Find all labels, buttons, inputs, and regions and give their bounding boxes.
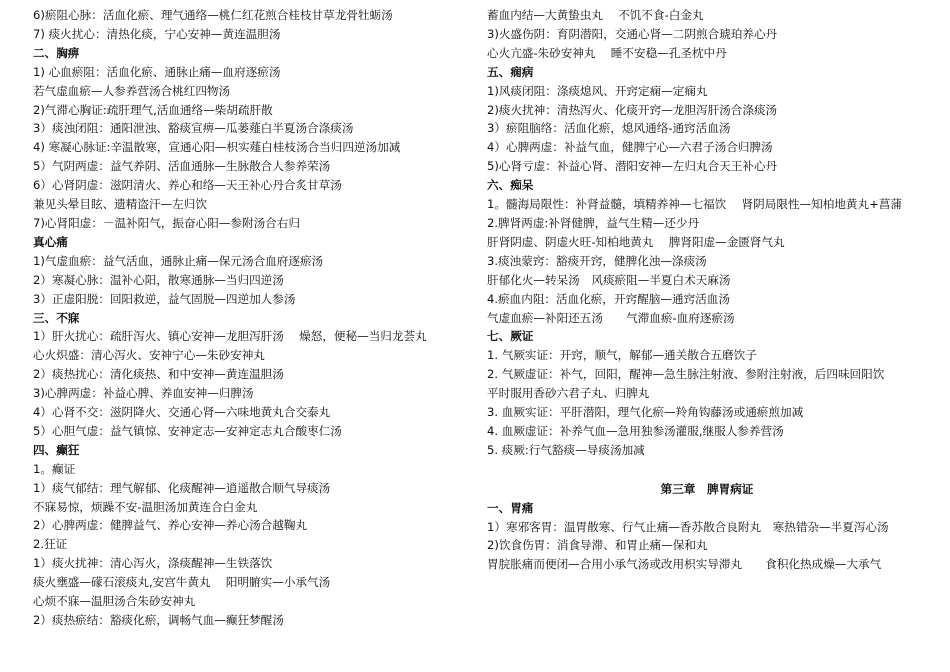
- text-line: 2. 气厥虚证：补气，回阳，醒神—急生脉注射液、参附注射液，后四味回阳饮: [487, 367, 885, 382]
- left-column: [33, 6, 463, 630]
- text-line: 5）气阴两虚：益气养阴、活血通脉—生脉散合人参养荣汤: [33, 159, 331, 174]
- text-line: 4. 血厥虚证：补养气血—急用独参汤灌服,继服人参养营汤: [487, 423, 784, 438]
- text-line: 5)心肾亏虚：补益心肾、潜阳安神—左归丸合天王补心丹: [487, 159, 778, 174]
- text-line: 1)风痰闭阻：涤痰熄风、开窍定痫—定痫丸: [487, 83, 708, 98]
- text-line: 2)饮食伤胃：消食导滞、和胃止痛—保和丸: [487, 538, 708, 553]
- text-line: 痰火壅盛—礞石滚痰丸,安宫牛黄丸 阳明腑实—小承气汤: [33, 575, 331, 590]
- text-line: 1. 气厥实证：开窍，顺气，解郁—通关散合五磨饮子: [487, 348, 757, 363]
- section-heading: 四、癫狂: [33, 442, 80, 457]
- section-heading: 七、厥证: [487, 329, 534, 344]
- text-line: 5）心胆气虚：益气镇惊、安神定志—安神定志丸合酸枣仁汤: [33, 423, 342, 438]
- text-line: 兼见头晕目眩、遗精盗汗—左归饮: [33, 197, 207, 212]
- text-line: 3)火盛伤阴：育阴潜阳，交通心肾—二阴煎合琥珀养心丹: [487, 26, 778, 41]
- text-line: 心火亢盛-朱砂安神丸 睡不安稳—孔圣枕中丹: [487, 45, 727, 60]
- text-line: 气虚血瘀—补阳还五汤 气滞血瘀-血府逐瘀汤: [487, 310, 735, 325]
- text-line: 6）心肾阴虚：滋阴清火、养心和络—天王补心丹合炙甘草汤: [33, 178, 342, 193]
- text-line: 1) 心血瘀阻：活血化瘀、通脉止痛—血府逐瘀汤: [33, 64, 281, 79]
- text-line: 不寐易惊，烦躁不安-温胆汤加黄连合白金丸: [33, 499, 258, 514]
- text-line: 1。髓海局限性：补肾益髓，填精养神—七福饮 肾阴局限性—知柏地黄丸+菖蒲: [487, 197, 902, 212]
- text-line: 3. 血厥实证：平肝潜阳，理气化瘀—羚角钩藤汤或通瘀煎加减: [487, 405, 804, 420]
- text-line: 1。癫证: [33, 461, 76, 476]
- text-line: 2.脾肾两虚:补肾健脾，益气生精—还少丹: [487, 215, 700, 230]
- text-line: 蓄血内结—大黄蛰虫丸 不饥不食-白金丸: [487, 8, 704, 22]
- text-line: 2.狂证: [33, 537, 68, 552]
- text-line: 1）寒邪客胃：温胃散寒、行气止痛—香苏散合良附丸 寒热错杂—半夏泻心汤: [487, 519, 889, 534]
- text-line: 3）正虚阳脱：回阳救逆，益气固脱—四逆加人参汤: [33, 291, 296, 306]
- text-line: 7)心肾阳虚：－温补阳气，振奋心阳—参附汤合右归: [33, 215, 300, 230]
- text-line: 平时服用香砂六君子丸、归脾丸: [487, 386, 650, 401]
- text-line: 4.瘀血内阻：活血化瘀，开窍醒脑—通窍活血汤: [487, 291, 730, 306]
- text-line: 若气虚血瘀—人参养营汤合桃红四物汤: [33, 83, 231, 98]
- section-heading: 真心痛: [33, 234, 68, 249]
- text-line: 4）心肾不交：滋阴降火、交通心肾—六味地黄丸合交泰丸: [33, 405, 331, 420]
- text-line: 肝郁化火—转呆汤 风痰瘀阻—半夏白术天麻汤: [487, 272, 731, 287]
- text-line: 6)瘀阻心脉：活血化瘀、理气通络—桃仁红花煎合桂枝甘草龙骨牡蛎汤: [33, 8, 393, 22]
- text-line: 2)气滞心胸证:疏肝理气,活血通络—柴胡疏肝散: [33, 102, 273, 117]
- text-line: 2）痰热瘀结：豁痰化瘀，调畅气血—癫狂梦醒汤: [33, 613, 284, 627]
- text-line: 1）肝火扰心：疏肝泻火、镇心安神—龙胆泻肝汤 燥怒，便秘—当归龙荟丸: [33, 329, 427, 344]
- section-heading: 一、胃痛: [487, 500, 534, 515]
- text-line: 1）痰气郁结：理气解郁、化痰醒神—逍遥散合顺气导痰汤: [33, 480, 331, 495]
- text-line: 1）痰火扰神：清心泻火，涤痰醒神—生铁落饮: [33, 556, 273, 571]
- text-line: 3）瘀阻脑络：活血化瘀，熄风通络-通窍活血汤: [487, 121, 731, 136]
- text-line: 2）痰热扰心：清化痰热、和中安神—黄连温胆汤: [33, 367, 284, 382]
- section-heading: 二、胸痹: [33, 45, 80, 60]
- text-line: 5. 痰厥:行气豁痰—导痰汤加减: [487, 442, 645, 457]
- section-heading: 三、不寐: [33, 310, 80, 325]
- section-heading: 六、痴呆: [487, 178, 534, 193]
- text-line: 3)心脾两虚：补益心脾、养血安神—归脾汤: [33, 386, 254, 401]
- text-line: 2)痰火扰神：清热泻火、化痰开窍—龙胆泻肝汤合涤痰汤: [487, 102, 778, 117]
- text-line: 4）心脾两虚：补益气血，健脾宁心—六君子汤合归脾汤: [487, 140, 773, 155]
- text-line: 3）痰浊闭阻：通阳泄浊、豁痰宣痹—瓜蒌薤白半夏汤合涤痰汤: [33, 121, 354, 136]
- text-line: 心火炽盛：清心泻火、安神宁心—朱砂安神丸: [33, 348, 265, 363]
- text-line: 4) 寒凝心脉证:辛温散寒，宣通心阳—枳实薤白桂枝汤合当归四逆汤加减: [33, 140, 401, 155]
- text-line: 2）心脾两虚：健脾益气、养心安神—养心汤合越鞠丸: [33, 518, 308, 533]
- text-line: 3.痰浊蒙窍：豁痰开窍，健脾化浊—涤痰汤: [487, 253, 707, 268]
- right-column: [487, 6, 927, 574]
- section-heading: 五、痫病: [487, 64, 534, 79]
- text-line: 肝肾阴虚、阴虚火旺-知柏地黄丸 脾肾阳虚—金匮肾气丸: [487, 234, 785, 249]
- chapter-heading: 第三章 脾胃病证: [660, 481, 754, 496]
- text-line: 胃脘胀痛而便闭—合用小承气汤或改用枳实导滞丸 食积化热成燥—大承气: [487, 557, 882, 572]
- text-line: 2）寒凝心脉：温补心阳，散寒通脉—当归四逆汤: [33, 272, 284, 287]
- text-line: 1)气虚血瘀：益气活血，通脉止痛—保元汤合血府逐瘀汤: [33, 253, 324, 268]
- text-line: 7) 痰火扰心：清热化痰，宁心安神—黄连温胆汤: [33, 26, 281, 41]
- text-line: 心烦不寐—温胆汤合朱砂安神丸: [33, 594, 196, 609]
